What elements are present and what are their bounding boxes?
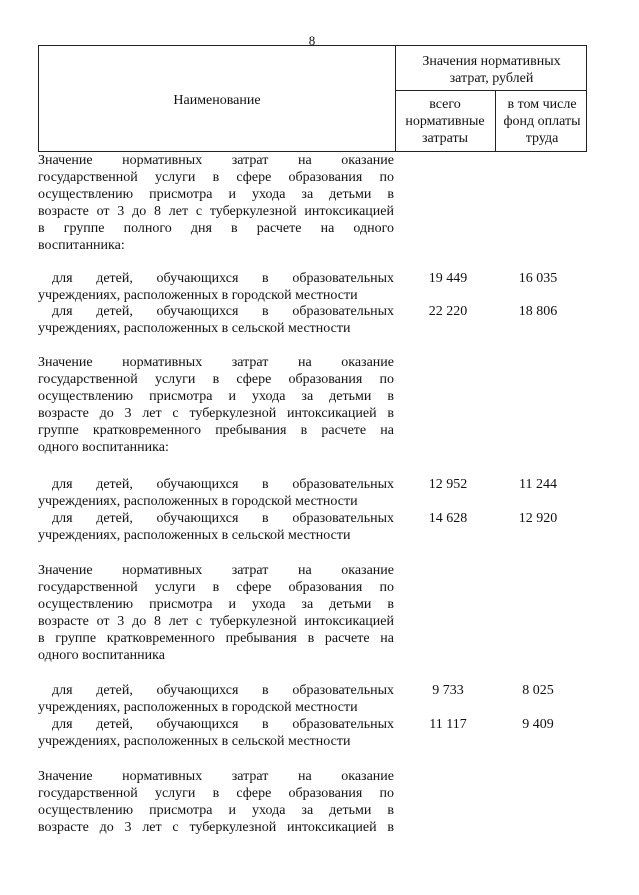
column-header-payroll xyxy=(496,96,588,147)
value-payroll: 18 806 xyxy=(518,304,558,319)
description-line: осуществлению присмотра и ухода за детьми в xyxy=(38,597,394,612)
value-payroll: 12 920 xyxy=(518,511,558,526)
description-line: в группе полного дня в расчете на одного xyxy=(38,221,394,236)
header-line: всего xyxy=(429,97,461,112)
value-total: 9 733 xyxy=(432,683,464,698)
section-description xyxy=(38,354,394,456)
row-label-line: учреждениях, расположенных в сельской местности xyxy=(38,528,351,543)
value-payroll: 9 409 xyxy=(522,717,554,732)
row-label-line: учреждениях, расположенных в городской местности xyxy=(38,494,358,509)
section-description xyxy=(38,152,394,254)
description-line: государственной услуги в сфере образования по xyxy=(38,170,394,185)
description-line: осуществлению присмотра и ухода за детьми в xyxy=(38,187,394,202)
description-line: возрасте от 3 до 8 лет с туберкулезной интоксикацией xyxy=(38,204,394,219)
value-payroll: 11 244 xyxy=(519,477,557,492)
value-payroll: 8 025 xyxy=(522,683,554,698)
table-header xyxy=(38,45,587,152)
description-line: государственной услуги в сфере образования по xyxy=(38,372,394,387)
description-line: воспитанника: xyxy=(38,238,125,253)
value-total: 12 952 xyxy=(428,477,468,492)
description-line: государственной услуги в сфере образования по xyxy=(38,580,394,595)
header-line: фонд оплаты xyxy=(503,114,581,129)
page-number: 8 xyxy=(308,33,316,48)
description-line: в группе кратковременного пребывания в расчете на xyxy=(38,631,394,646)
header-line: затраты xyxy=(421,131,469,146)
value-payroll: 16 035 xyxy=(518,271,558,286)
description-line: одного воспитанника xyxy=(38,648,165,663)
row-label-line: учреждениях, расположенных в сельской местности xyxy=(38,734,351,749)
row-label-line: для детей, обучающихся в образовательных xyxy=(52,304,394,319)
value-total: 19 449 xyxy=(428,271,468,286)
description-line: государственной услуги в сфере образования по xyxy=(38,786,394,801)
description-line: возрасте от 3 до 8 лет с туберкулезной интоксикацией xyxy=(38,614,394,629)
description-line: Значение нормативных затрат на оказание xyxy=(38,769,394,784)
group-header-line: затрат, рублей xyxy=(449,71,534,86)
description-line: Значение нормативных затрат на оказание xyxy=(38,355,394,370)
description-line: осуществлению присмотра и ухода за детьми в xyxy=(38,803,394,818)
column-header-total xyxy=(395,96,495,147)
header-divider-horizontal xyxy=(395,90,586,91)
header-line: труда xyxy=(525,131,559,146)
value-total: 22 220 xyxy=(428,304,468,319)
row-label-line: учреждениях, расположенных в городской местности xyxy=(38,288,358,303)
row-label-line: учреждениях, расположенных в городской местности xyxy=(38,700,358,715)
row-label-line: для детей, обучающихся в образовательных xyxy=(52,271,394,286)
description-line: возрасте до 3 лет с туберкулезной интоксикацией в xyxy=(38,820,394,835)
group-header-line: Значения нормативных xyxy=(422,54,561,69)
row-label-line: учреждениях, расположенных в сельской местности xyxy=(38,321,351,336)
description-line: осуществлению присмотра и ухода за детьми в xyxy=(38,389,394,404)
row-label-line: для детей, обучающихся в образовательных xyxy=(52,683,394,698)
column-group-header xyxy=(395,53,588,87)
row-label-line: для детей, обучающихся в образовательных xyxy=(52,477,394,492)
description-line: Значение нормативных затрат на оказание xyxy=(38,563,394,578)
value-total: 11 117 xyxy=(429,717,467,732)
header-line: в том числе xyxy=(507,97,577,112)
header-line: нормативные xyxy=(405,114,485,129)
section-description xyxy=(38,562,394,664)
description-line: одного воспитанника: xyxy=(38,440,169,455)
value-total: 14 628 xyxy=(428,511,468,526)
section-description xyxy=(38,768,394,836)
row-label-line: для детей, обучающихся в образовательных xyxy=(52,717,394,732)
row-label-line: для детей, обучающихся в образовательных xyxy=(52,511,394,526)
description-line: группе кратковременного пребывания в расчете на xyxy=(38,423,394,438)
column-header-name: Наименование xyxy=(173,93,261,108)
description-line: Значение нормативных затрат на оказание xyxy=(38,153,394,168)
description-line: возрасте до 3 лет с туберкулезной интоксикацией в xyxy=(38,406,394,421)
